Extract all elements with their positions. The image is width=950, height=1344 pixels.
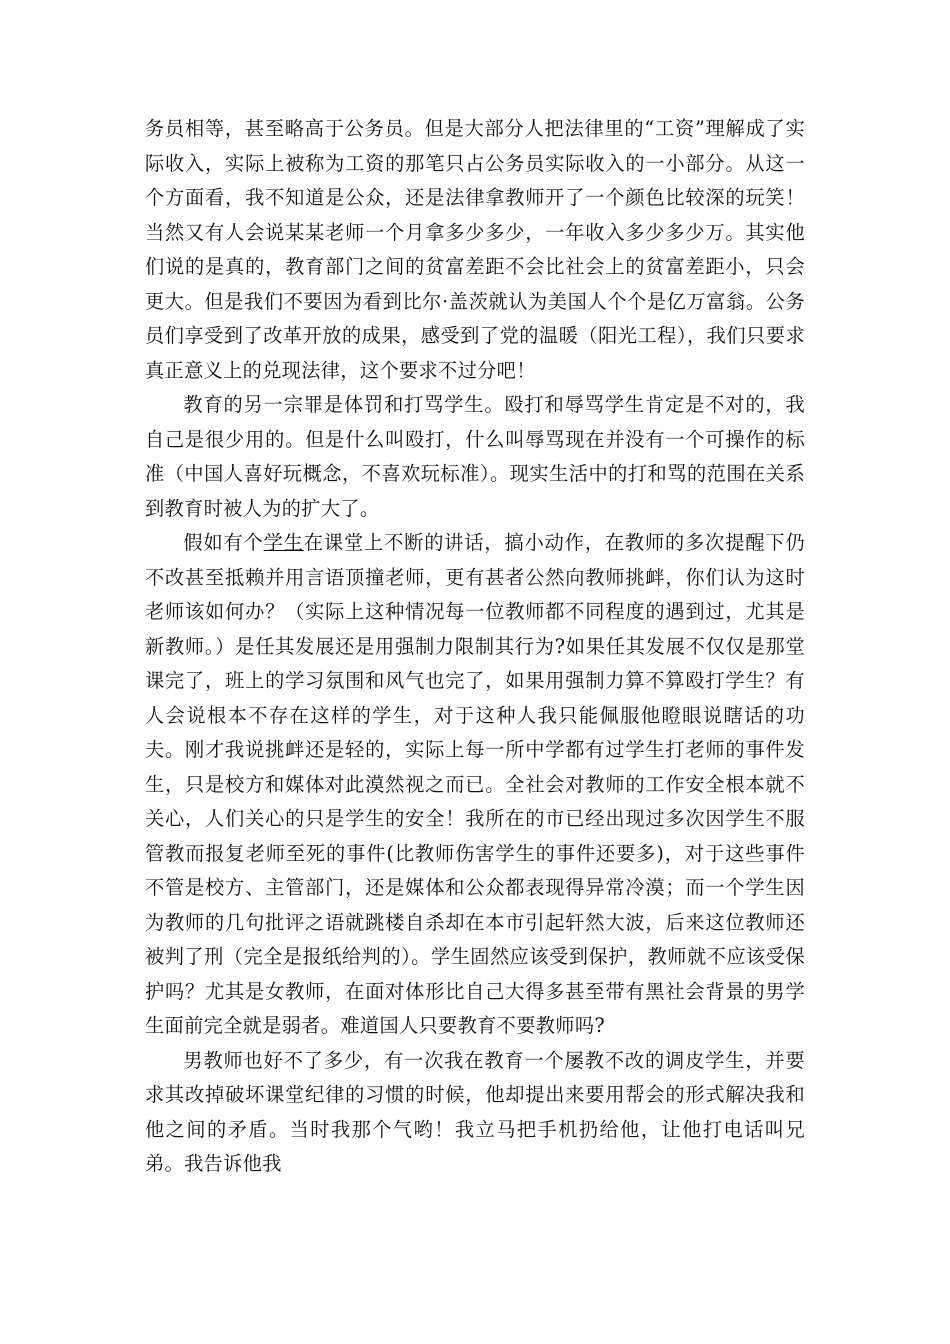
paragraph-3	[145, 526, 805, 1044]
paragraph-3-text: 在课堂上不断的讲话，搞小动作，在教师的多次提醒下仍不改甚至抵赖并用言语顶撞老师，更有甚者公然向教师挑衅，你们认为这时老师该如何办？（实际上这种情况每一位教师都不同程度的遇到过，尤其是新教师。）是任其发展还是用强制力限制其行为?如果任其发展不仅仅是那堂课完了，班上的学习氛围和风气也完了，如果用强制力算不算殴打学生？有人会说根本不存在这样的学生，对于这种人我只能佩服他瞪眼说瞎话的功夫。刚才我说挑衅还是轻的，实际上每一所中学都有过学生打老师的事件发生，只是校方和媒体对此漠然视之而已。全社会对教师的工作安全根本就不关心，人们关心的只是学生的安全！我所在的市已经出现过多次因学生不服管教而报复老师至死的事件(比教师伤害学生的事件还要多)，对于这些事件不管是校方、主管部门，还是媒体和公众都表现得异常冷漠；而一个学生因为教师的几句批评之语就跳楼自杀却在本市引起轩然大波，后来这位教师还被判了刑（完全是报纸给判的）。学生固然应该受到保护，教师就不应该受保护吗？尤其是女教师，在面对体形比自己大得多甚至带有黑社会背景的男学生面前完全就是弱者。难道国人只要教育不要教师吗?	[145, 531, 805, 1037]
paragraph-4	[145, 1044, 805, 1182]
body-text	[145, 112, 805, 1182]
paragraph-2-text: 教育的另一宗罪是体罚和打骂学生。殴打和辱骂学生肯定是不对的，我自己是很少用的。但是什么叫殴打，什么叫辱骂现在并没有一个可操作的标准（中国人喜好玩概念，不喜欢玩标准）。现实生活中的打和骂的范围在关系到教育时被人为的扩大了。	[145, 393, 805, 520]
paragraph-2	[145, 388, 805, 526]
paragraph-3-lead: 假如有个	[183, 531, 264, 554]
paragraph-1-text: 务员相等，甚至略高于公务员。但是大部分人把法律里的“工资”理解成了实际收入，实际上被称为工资的那笔只占公务员实际收入的一小部分。从这一个方面看，我不知道是公众，还是法律拿教师开了一个颜色比较深的玩笑！当然又有人会说某某老师一个月拿多少多少，一年收入多少多少万。其实他们说的是真的，教育部门之间的贫富差距不会比社会上的贫富差距小，只会更大。但是我们不要因为看到比尔·盖茨就认为美国人个个是亿万富翁。公务员们享受到了改革开放的成果，感受到了党的温暖（阳光工程），我们只要求真正意义上的兑现法律，这个要求不过分吧！	[145, 117, 805, 382]
paragraph-4-text: 男教师也好不了多少，有一次我在教育一个屡教不改的调皮学生，并要求其改掉破坏课堂纪律的习惯的时候，他却提出来要用帮会的形式解决我和他之间的矛盾。当时我那个气哟！我立马把手机扔给他，让他打电话叫兄弟。我告诉他我	[145, 1048, 805, 1175]
student-link[interactable]: 学生	[263, 531, 304, 554]
paragraph-1	[145, 112, 805, 388]
